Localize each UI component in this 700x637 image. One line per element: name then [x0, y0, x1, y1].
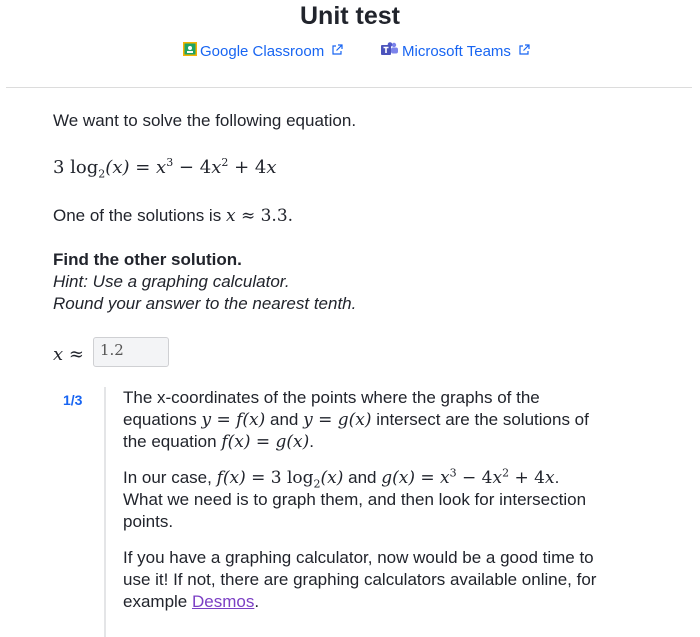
equation: 3 $\log_2(x) = x^3 - 4x^2 + 4x$ [53, 156, 277, 181]
hint-paragraph-2: In our case, f(x) = 3 $\log_2(x)$ and $g(x) = x^3 - 4x^2 + 4x$. What we need is to graph them, and then look for intersection points. [123, 466, 587, 531]
header-divider [6, 87, 692, 88]
known-solution-prefix: One of the solutions is [53, 206, 226, 225]
microsoft-teams-icon [381, 42, 399, 60]
hint-instruction: Hint: Use a graphing calculator. [53, 272, 290, 291]
rounding-instruction: Round your answer to the nearest tenth. [53, 294, 357, 313]
microsoft-teams-link[interactable] [381, 42, 530, 60]
page-header [0, 0, 700, 88]
question-intro: We want to solve the following equation. [53, 111, 357, 130]
answer-row [53, 337, 353, 369]
hint-text [123, 387, 663, 627]
known-solution: One of the solutions is x ≈ 3.3. [53, 206, 294, 226]
external-link-icon [327, 43, 343, 60]
known-solution-value: 3.3. [260, 206, 294, 226]
answer-label: x ≈ [53, 344, 84, 365]
google-classroom-link[interactable] [183, 42, 343, 60]
hint-bar [104, 387, 106, 637]
hint-paragraph-1: The x-coordinates of the points where the graphs of the equations y = f(x) and y = g(x) intersect are the solutions of the equation f(x) = g(x). [123, 388, 589, 452]
hint-paragraph-3: If you have a graphing calculator, now would be a good time to use it! If not, there are graphing calculators available online, for example Desmos. [123, 548, 597, 611]
external-link-icon [514, 43, 530, 60]
page-title: Unit test [300, 2, 400, 30]
desmos-link[interactable]: Desmos [191, 592, 255, 611]
google-classroom-icon [183, 42, 197, 60]
task-instruction: Find the other solution. [53, 250, 242, 269]
answer-input[interactable]: 1.2 [93, 337, 169, 367]
share-links [0, 42, 700, 62]
hint-panel [53, 387, 673, 637]
google-classroom-label: Google Classroom [200, 42, 325, 60]
hint-counter: 1/3 [63, 392, 83, 408]
microsoft-teams-label: Microsoft Teams [402, 42, 511, 60]
